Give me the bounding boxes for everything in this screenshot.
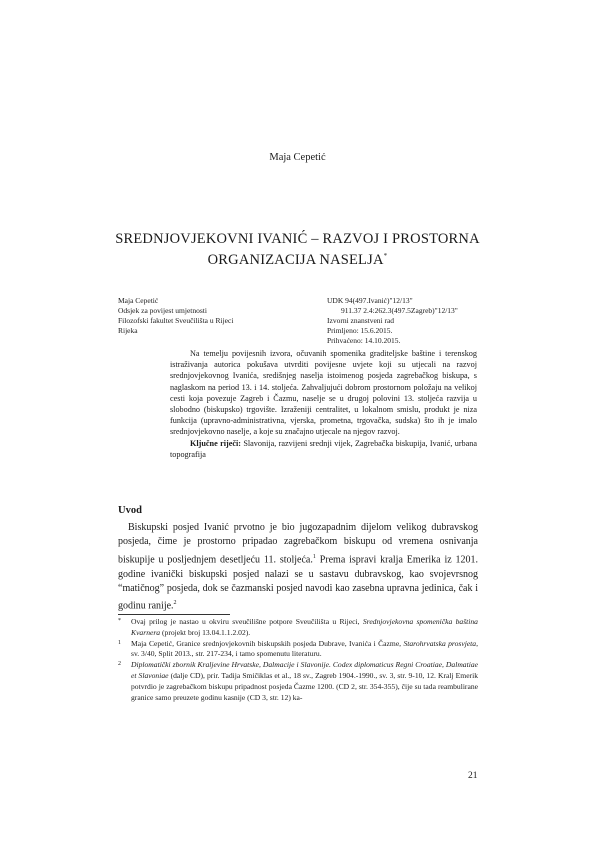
title-footnote-mark: * (383, 252, 388, 260)
author-affiliation (118, 296, 298, 336)
abstract (170, 348, 477, 460)
body-paragraph (118, 521, 478, 614)
footnote-mark: 2 (118, 661, 121, 668)
footnote-divider (118, 614, 230, 615)
title-line-2 (0, 248, 595, 269)
body-text-part-1: Biskupski posjed Ivanić prvotno je bio jugozapadnim dijelom velikog dubravskog posjeda, čime je prostorno pripadao zagrebačkom biskupu od vremena osnivanja biskupije u posljednjem desetljeću 11. stoljeća. (118, 522, 478, 566)
footnote (118, 660, 478, 703)
footnote-text-end: (dalje CD), prir. Tadija Smičiklas et al., 18 sv., Zagreb 1904.-1990., sv. 3, str. 9-10, 12. Kralj Emerik potvrdio je zagrebačkom biskupu pripadnost posjeda Čazme 1200. (CD 2, str. 354-355), čije su tada reambulirane granice samo preuzete godinu kasnije (CD 3, str. 12) ka- (131, 670, 478, 702)
keywords-label: Ključne riječi: (190, 438, 241, 448)
footnote-text-end: , sv. 3/40, Split 2013., str. 217-234, i tamo spomenutu literaturu. (131, 638, 478, 659)
title-line-2-text: ORGANIZACIJA NASELJA (207, 251, 384, 268)
affiliation-faculty: Filozofski fakultet Sveučilišta u Rijeci (118, 316, 234, 325)
abstract-text: Na temelju povijesnih izvora, očuvanih spomenika graditeljske baštine i terenskog istraživanja autorica pokušava utvrditi povijesne uvjete koji su utjecali na razvoj srednjovjekovnog Ivanića, središnjeg naselja istoimenog posjeda zagrebačkog biskupa, s naglaskom na period 13. i 14. stoljeća. Zahvaljujući dobrom prostornom položaju na velikoj cesti koja povezuje Zagreb i Čazmu, naselje se u drugoj polovini 13. stoljeća razvija u slobodno (biskupsko) trgovište. Izraženiji centralitet, u lokalnom smislu, produkt je niza funkcija (upravno-administrativna, vjerska, prometna, trgovačka, sudska) što ih je imalo srednjovjekovno naselje, a koje su značajno utjecale na njegov razvoj. (170, 349, 477, 437)
author-name: Maja Cepetić (269, 152, 326, 163)
affiliation-name: Maja Cepetić (118, 296, 159, 305)
body-text-part-2: Prema ispravi kralja Emerika iz 1201. godine ivanički biskupski posjed nalazi se u sastavu dubravskog, kao svojevrsnog “matičnog” posjeda, dok se čazmanski posjed navodi kao zasebna upravna jedinica, čak i godinu ranije. (118, 554, 478, 612)
footnote (118, 639, 478, 661)
body-text (118, 521, 478, 614)
footnote-italic: Diplomatički zbornik Kraljevine Hrvatske, Dalmacije i Slavonije. Codex diplomaticus Regni Croatiae, Dalmatiae et Slavoniae (131, 660, 478, 680)
article-type: Izvorni znanstveni rad (327, 316, 395, 325)
article-title (0, 231, 595, 269)
footnote-text: Ovaj prilog je nastao u okviru sveučilišne potpore Sveučilišta u Rijeci, (131, 617, 363, 626)
footnote-ref-2: 2 (173, 600, 177, 607)
footnote-italic: Srednjovjekovna spomenička baština Kvarnera (131, 617, 478, 637)
udk-code: UDK 94(497.Ivanić)"12/13" (327, 296, 413, 305)
article-classification (327, 296, 497, 346)
accepted-date: Prihvaćeno: 14.10.2015. (327, 336, 401, 345)
footnotes (118, 617, 478, 703)
keywords-text: Slavonija, razvijeni srednji vijek, Zagrebačka biskupija, Ivanić, urbana topografija (170, 438, 478, 459)
footnote-text: Maja Cepetić, Granice srednjovjekovnih biskupskih posjeda Dubrave, Ivanića i Čazme, (131, 638, 404, 648)
footnote-text-end: (projekt broj 13.04.1.1.2.02). (160, 627, 251, 637)
section-heading: Uvod (118, 505, 142, 516)
udk-code-continued: 911.37 2.4:262.3(497.5Zagreb)"12/13" (341, 306, 458, 315)
keywords (170, 438, 477, 460)
footnote-ref-1: 1 (312, 553, 316, 560)
footnote-mark: * (118, 618, 121, 624)
footnote-italic: Starohrvatska prosvjeta (403, 638, 477, 648)
affiliation-department: Odsjek za povijest umjetnosti (118, 306, 207, 315)
received-date: Primljeno: 15.6.2015. (327, 326, 393, 335)
footnote-mark: 1 (118, 639, 121, 646)
page-number: 21 (468, 771, 478, 781)
title-line-1: SREDNJOVJEKOVNI IVANIĆ – RAZVOJ I PROSTORNA (115, 231, 480, 247)
footnote (118, 617, 478, 639)
affiliation-city: Rijeka (118, 326, 138, 335)
